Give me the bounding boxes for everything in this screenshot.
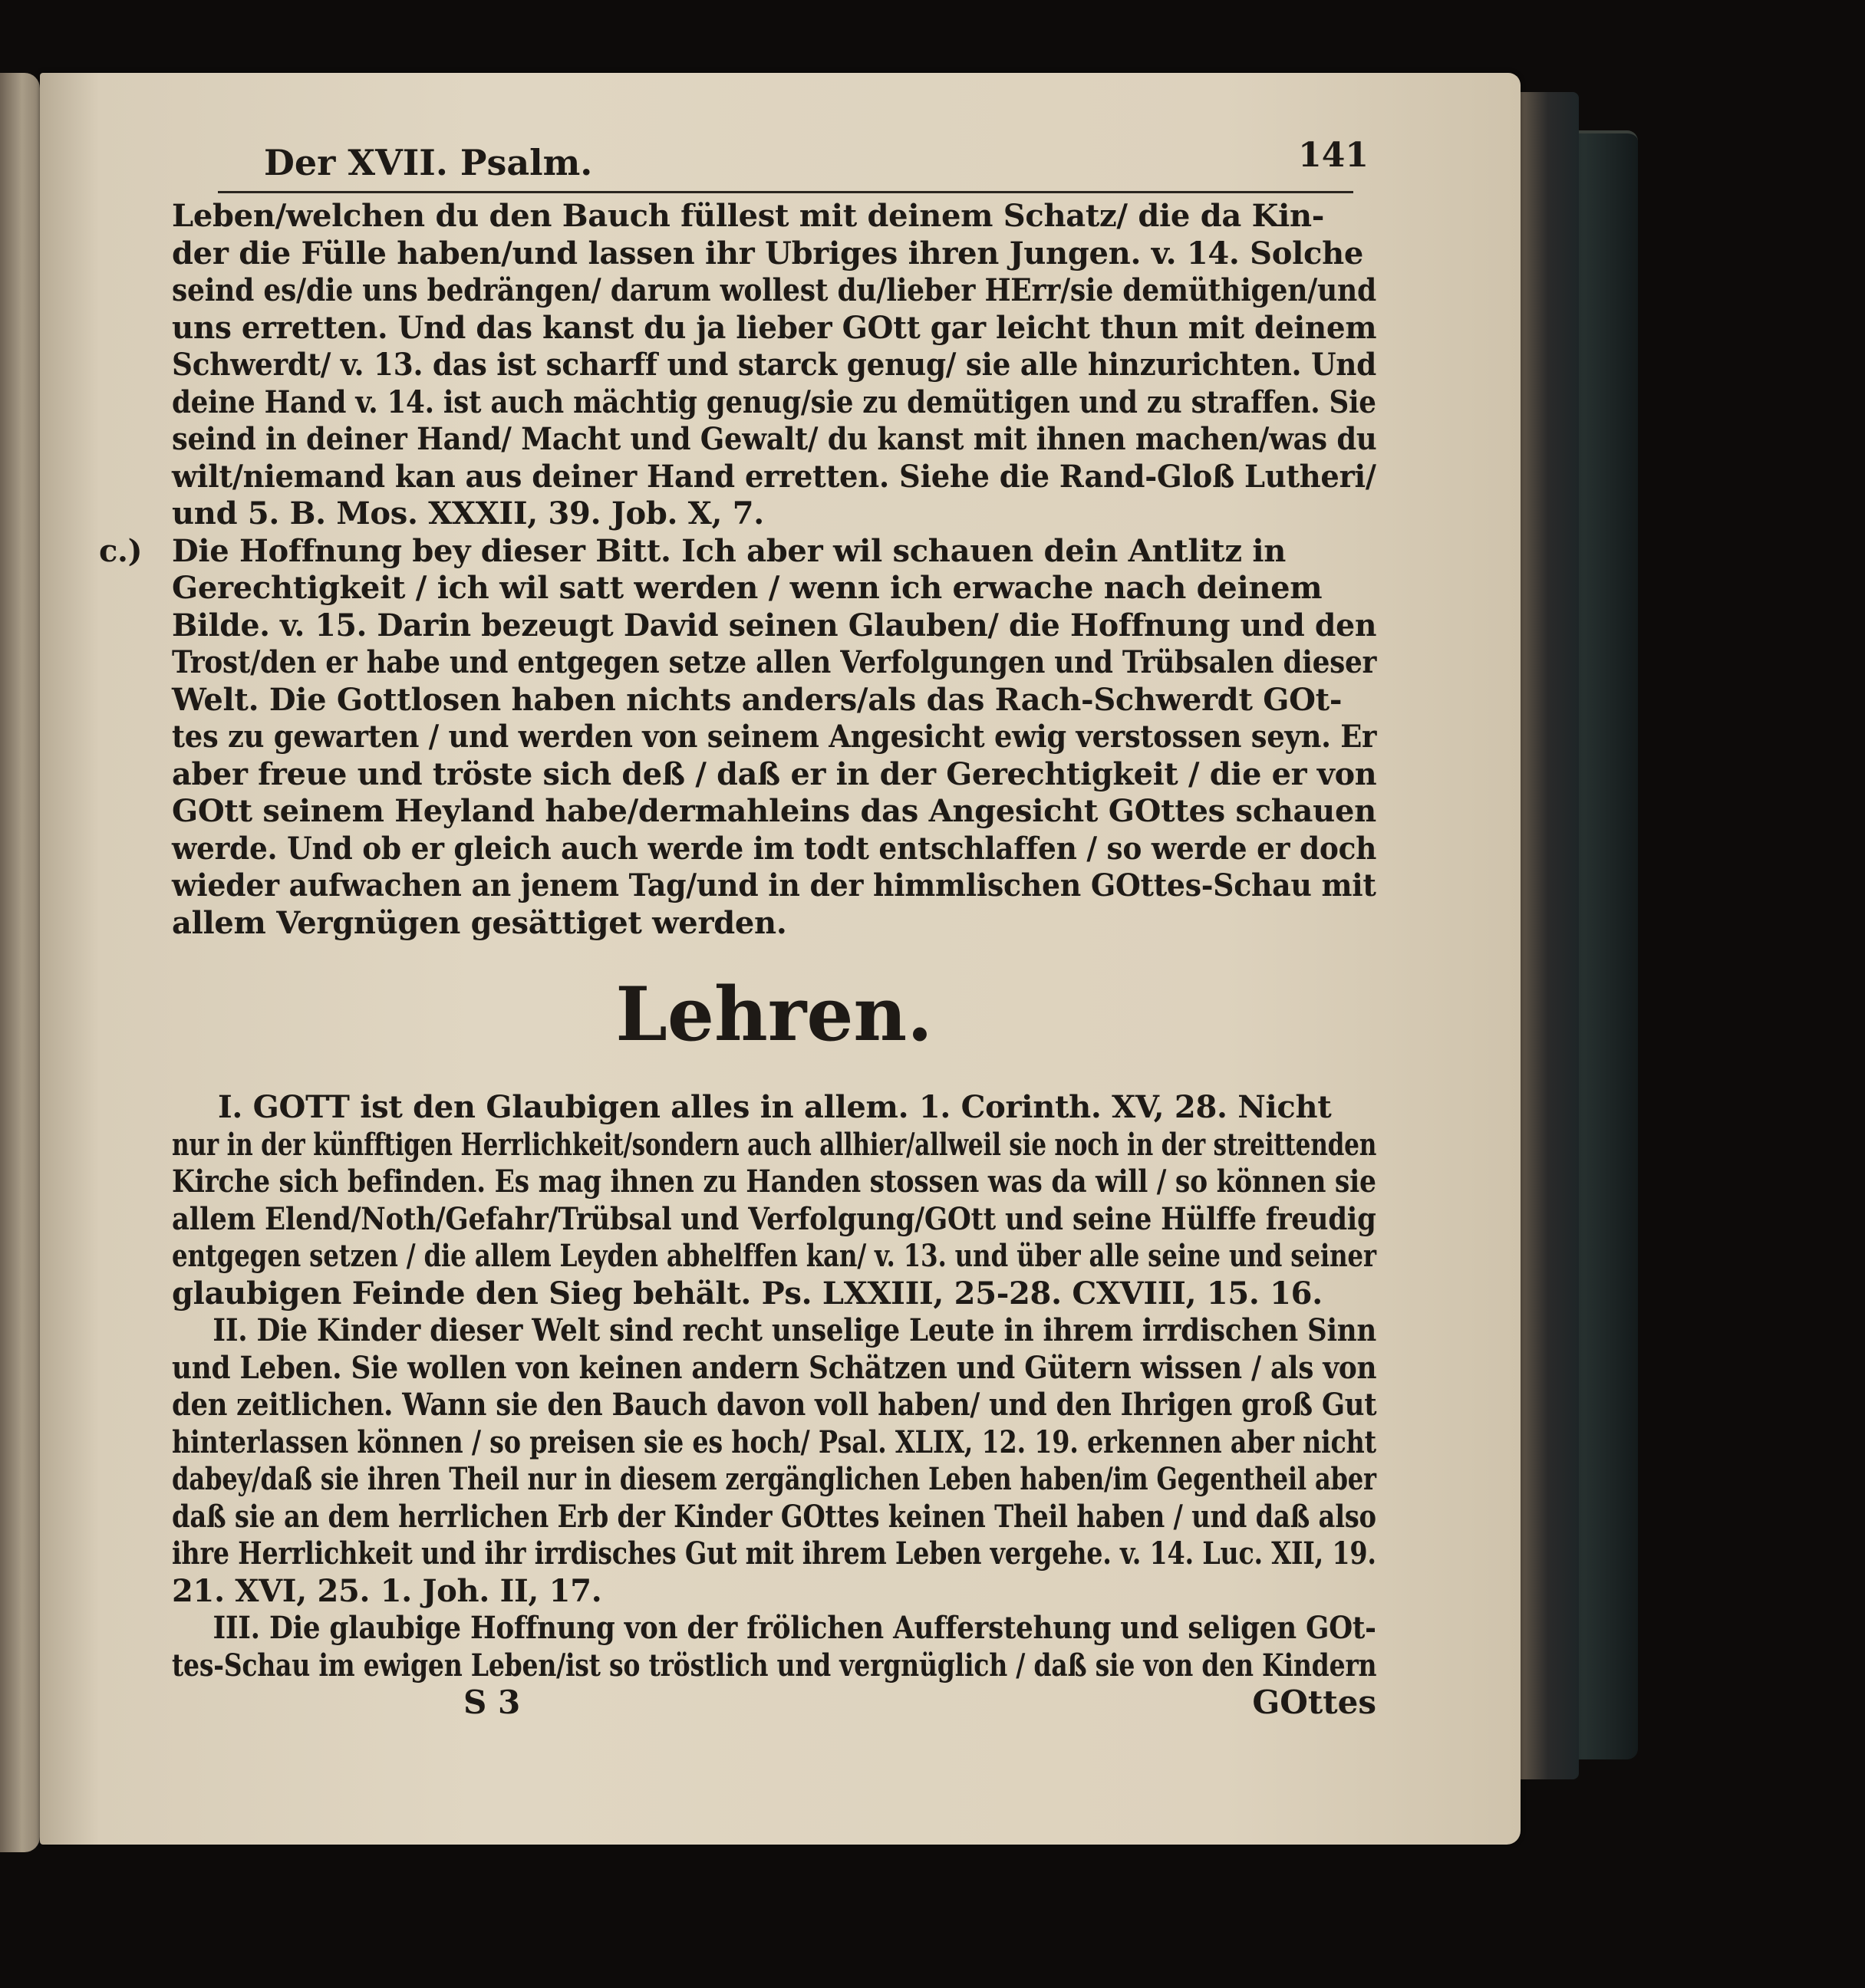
text-block <box>99 136 1377 1721</box>
section-c <box>99 532 1377 943</box>
text-line: wieder aufwachen an jenem Tag/und in der himmlischen GOttes-Schau mit <box>172 867 1376 903</box>
text-line: uns erretten. Und das kanst du ja lieber GOtt gar leicht thun mit deinem <box>172 309 1377 346</box>
text-line: nur in der künfftigen Herrlichkeit/sondern auch allhier/allweil sie noch in der streittenden <box>172 1126 1377 1163</box>
text-line: I. GOTT ist den Glaubigen alles in allem. 1. Corinth. XV, 28. Nicht <box>218 1089 1332 1125</box>
text-line: GOtt seinem Heyland habe/dermahleins das Angesicht GOttes schauen <box>172 793 1376 829</box>
running-head <box>264 136 1369 188</box>
catchword: GOttes <box>1252 1684 1376 1721</box>
running-head-title: Der XVII. Psalm. <box>264 142 593 183</box>
paragraph-one <box>172 198 1376 533</box>
section-marker: c.) <box>99 532 143 569</box>
text-line: dabey/daß sie ihren Theil nur in diesem zergänglichen Leben haben/im Gegentheil aber <box>172 1461 1376 1497</box>
text-line: wilt/niemand kan aus deiner Hand erretten. Siehe die Rand-Gloß Lutheri/ <box>172 458 1376 495</box>
text-line: der die Fülle haben/und lassen ihr Ubriges ihren Jungen. v. 14. Solche <box>172 235 1364 272</box>
text-line: tes-Schau im ewigen Leben/ist so tröstlich und vergnüglich / daß sie von den Kindern <box>172 1647 1377 1684</box>
text-line: Leben/welchen du den Bauch füllest mit deinem Schatz/ die da Kin- <box>172 198 1325 234</box>
text-line: werde. Und ob er gleich auch werde im todt entschlaffen / so werde er doch <box>172 830 1377 867</box>
text-line: Bilde. v. 15. Darin bezeugt David seinen Glauben/ die Hoffnung und den <box>172 607 1377 643</box>
text-line: Trost/den er habe und entgegen setze allen Verfolgungen und Trübsalen dieser <box>172 644 1377 680</box>
text-line: 21. XVI, 25. 1. Joh. II, 17. <box>172 1572 602 1609</box>
text-line: deine Hand v. 14. ist auch mächtig genug/sie zu demütigen und zu straffen. Sie <box>172 383 1376 420</box>
section-heading: Lehren. <box>615 971 933 1058</box>
page-number: 141 <box>1298 136 1369 175</box>
text-line: glaubigen Feinde den Sieg behält. Ps. LXXIII, 25-28. CXVIII, 15. 16. <box>172 1275 1323 1312</box>
text-line: entgegen setzen / die allem Leyden abhelffen kan/ v. 13. und über alle seine und seiner <box>172 1238 1376 1274</box>
text-line: ihre Herrlichkeit und ihr irrdisches Gut mit ihrem Leben vergehe. v. 14. Luc. XII, 19. <box>172 1535 1376 1572</box>
text-line: Schwerdt/ v. 13. das ist scharff und starck genug/ sie alle hinzurichten. Und <box>172 347 1377 383</box>
book-page <box>40 73 1521 1845</box>
text-line: daß sie an dem herrlichen Erb der Kinder GOttes keinen Theil haben / und daß also <box>172 1498 1376 1535</box>
page-footer <box>463 1684 1376 1721</box>
text-line: Kirche sich befinden. Es mag ihnen zu Handen stossen was da will / so können sie <box>172 1164 1376 1200</box>
text-line: allem Vergnügen gesättiget werden. <box>172 904 787 941</box>
text-line: c.) Die Hoffnung bey dieser Bitt. Ich aber wil schauen dein Antlitz in <box>99 532 1287 569</box>
text-line: und 5. B. Mos. XXXII, 39. Job. X, 7. <box>172 495 764 532</box>
text-line: aber freue und tröste sich deß / daß er in der Gerechtigkeit / die er von <box>172 755 1377 792</box>
text-line: tes zu gewarten / und werden von seinem Angesicht ewig verstossen seyn. Er <box>172 719 1377 755</box>
text-line: III. Die glaubige Hoffnung von der frölichen Aufferstehung und seligen GOt- <box>213 1610 1376 1646</box>
text-line: II. Die Kinder dieser Welt sind recht unselige Leute in ihrem irrdischen Sinn <box>213 1312 1377 1348</box>
text-line: Welt. Die Gottlosen haben nichts anders/als das Rach-Schwerdt GOt- <box>172 681 1343 718</box>
lehre-one <box>172 1089 1376 1312</box>
text-line: Gerechtigkeit / ich wil satt werden / wenn ich erwache nach deinem <box>172 570 1323 606</box>
signature-mark: S 3 <box>463 1684 521 1721</box>
facing-page-edge <box>0 73 40 1852</box>
text-line: hinterlassen können / so preisen sie es hoch/ Psal. XLIX, 12. 19. erkennen aber nicht <box>172 1424 1376 1460</box>
text-line: seind es/die uns bedrängen/ darum wollest du/lieber HErr/sie demüthigen/und <box>172 272 1376 308</box>
text-line: allem Elend/Noth/Gefahr/Trübsal und Verfolgung/GOtt und seine Hülffe freudig <box>172 1200 1376 1237</box>
text-line: und Leben. Sie wollen von keinen andern Schätzen und Gütern wissen / als von <box>172 1349 1377 1386</box>
lehre-three <box>172 1610 1376 1684</box>
text-line: den zeitlichen. Wann sie den Bauch davon voll haben/ und den Ihrigen groß Gut <box>172 1387 1377 1423</box>
header-rule <box>218 191 1353 193</box>
lehre-two <box>172 1312 1376 1610</box>
text-line: seind in deiner Hand/ Macht und Gewalt/ du kanst mit ihnen machen/was du <box>172 421 1377 457</box>
